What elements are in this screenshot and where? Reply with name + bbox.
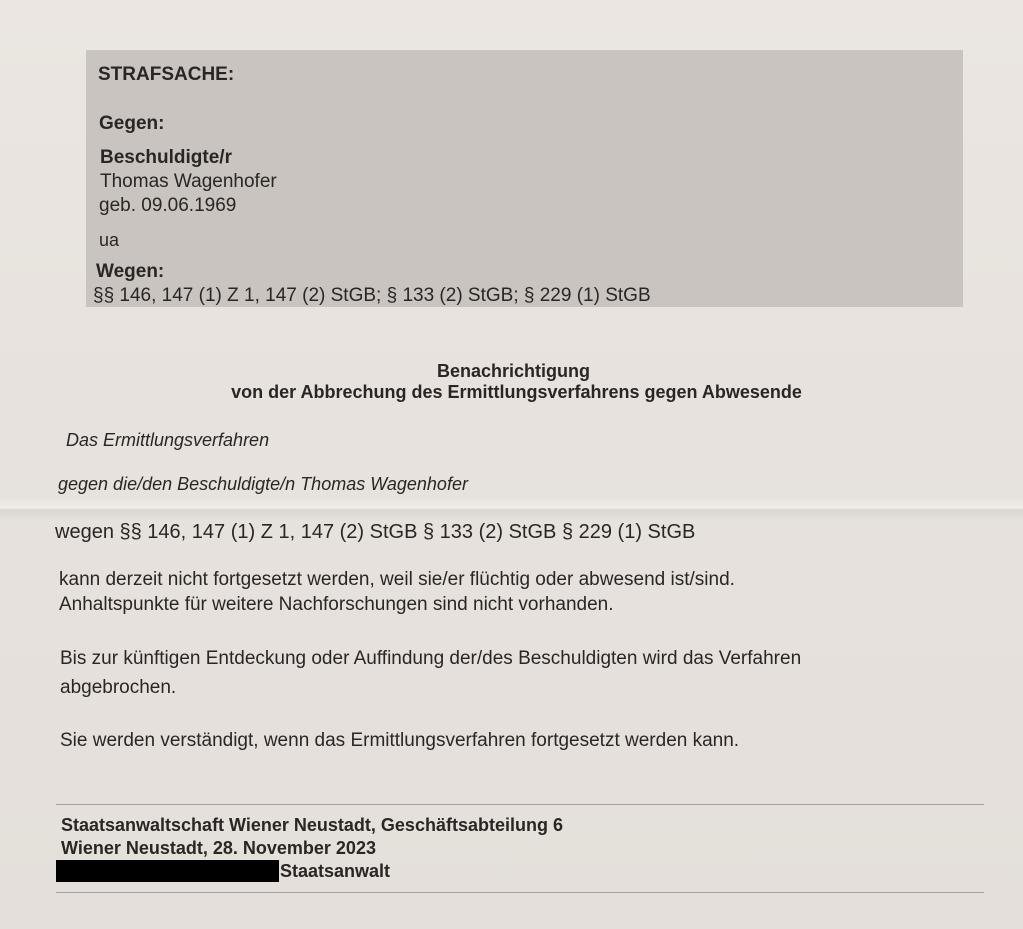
gegen-label: Gegen: bbox=[99, 113, 165, 134]
paper-fold bbox=[0, 497, 1023, 521]
notice-subtitle: von der Abbrechung des Ermittlungsverfahrens gegen Abwesende bbox=[231, 382, 802, 402]
footer-role: Staatsanwalt bbox=[280, 861, 391, 881]
notice-title: Benachrichtigung bbox=[436, 361, 590, 381]
body-paragraph-1-line-1: kann derzeit nicht fortgesetzt werden, weil sie/er flüchtig oder abwesend ist/sind. bbox=[59, 569, 735, 590]
footer-authority: Staatsanwaltschaft Wiener Neustadt, Geschäftsabteilung 6 bbox=[61, 815, 563, 835]
body-paragraph-1-line-2: Anhaltspunkte für weitere Nachforschungen sind nicht vorhanden. bbox=[59, 594, 614, 615]
birth-date: geb. 09.06.1969 bbox=[99, 195, 237, 216]
body-intro: Das Ermittlungsverfahren bbox=[66, 430, 270, 450]
charge-paragraphs: §§ 146, 147 (1) Z 1, 147 (2) StGB; § 133 (2) StGB; § 229 (1) StGB bbox=[93, 285, 651, 306]
ua-note: ua bbox=[99, 230, 120, 250]
accused-name: Thomas Wagenhofer bbox=[100, 171, 277, 192]
body-against: gegen die/den Beschuldigte/n Thomas Wagenhofer bbox=[58, 474, 468, 494]
footer-place-date: Wiener Neustadt, 28. November 2023 bbox=[61, 838, 376, 858]
beschuldigte-label: Beschuldigte/r bbox=[100, 147, 232, 168]
redacted-name-bar bbox=[56, 860, 279, 882]
wegen-label: Wegen: bbox=[96, 261, 165, 282]
strafsache-label: STRAFSACHE: bbox=[98, 64, 235, 85]
body-paragraph-2-line-1: Bis zur künftigen Entdeckung oder Auffindung der/des Beschuldigten wird das Verfahren bbox=[60, 648, 802, 669]
body-paragraph-2-line-2: abgebrochen. bbox=[60, 677, 177, 698]
body-paragraph-3: Sie werden verständigt, wenn das Ermittlungsverfahren fortgesetzt werden kann. bbox=[60, 730, 740, 751]
footer-rule-top bbox=[56, 804, 984, 805]
body-charges: wegen §§ 146, 147 (1) Z 1, 147 (2) StGB § 133 (2) StGB § 229 (1) StGB bbox=[55, 521, 696, 543]
footer-rule-bottom bbox=[56, 892, 984, 893]
